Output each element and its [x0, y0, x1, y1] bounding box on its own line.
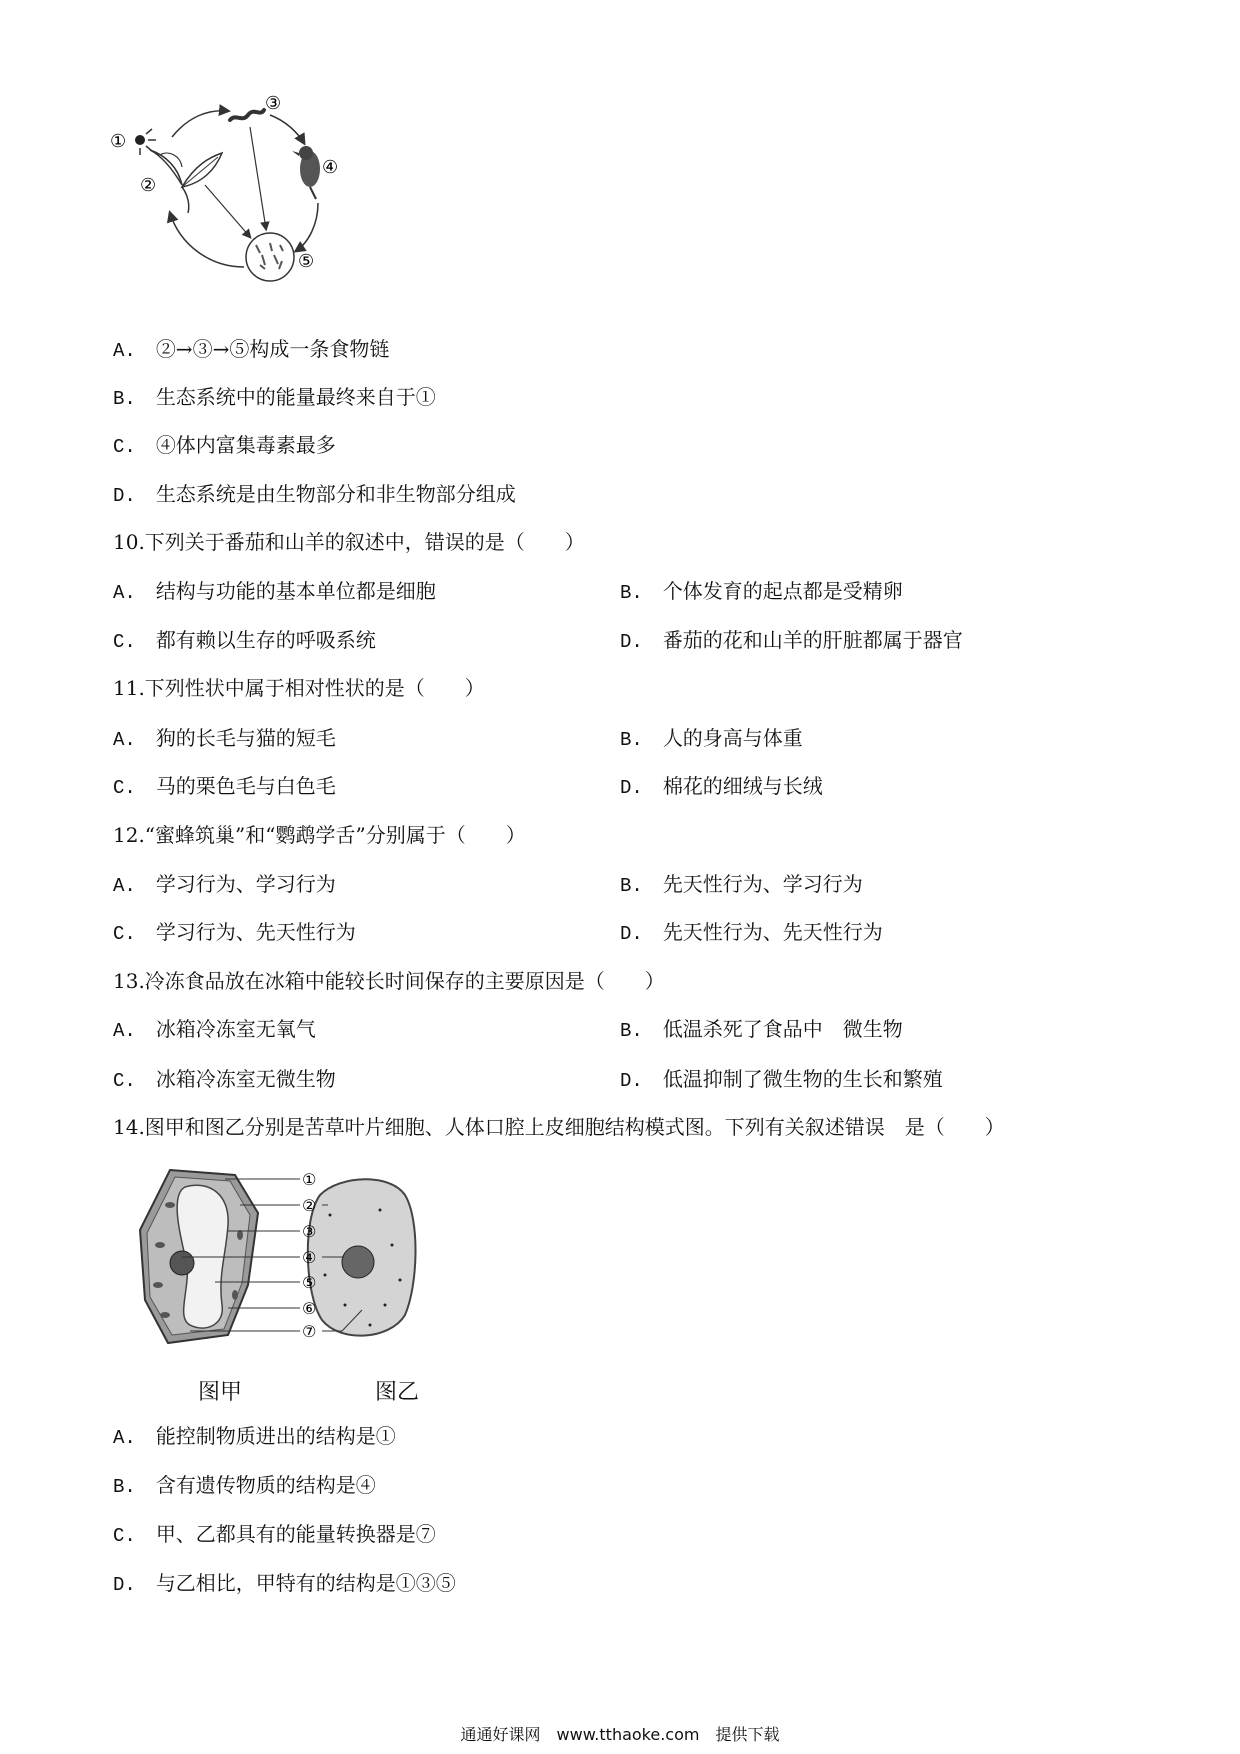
q14-option-b: B. 含有遗传物质的结构是④: [113, 1473, 376, 1498]
cell-label-1: ①: [302, 1170, 317, 1189]
q10-option-c: C. 都有赖以生存的呼吸系统: [113, 628, 376, 653]
q14-option-c: C. 甲、乙都具有的能量转换器是⑦: [113, 1522, 436, 1547]
cell-label-2: ②: [302, 1196, 317, 1215]
q14-stem: 14.图甲和图乙分别是苦草叶片细胞、人体口腔上皮细胞结构模式图。下列有关叙述错误 是（ ）: [113, 1115, 1005, 1139]
page-footer: 通通好课网 www.tthaoke.com 提供下载: [460, 1725, 780, 1744]
q12-stem: 12.“蜜蜂筑巢”和“鹦鹉学舌”分别属于（ ）: [113, 823, 526, 847]
figure-caption-b: 图乙: [375, 1380, 420, 1405]
food-web-label-3: ③: [265, 95, 282, 114]
arrow-bird-to-decomposer: [296, 203, 318, 251]
q11-option-d: D. 棉花的细绒与长绒: [620, 774, 823, 799]
cell-label-4: ④: [302, 1248, 317, 1267]
q11-option-b: B. 人的身高与体重: [620, 726, 803, 751]
plant-icon: [150, 150, 222, 213]
q9-option-a: A. ②→③→⑤构成一条食物链: [113, 337, 390, 362]
arrow-plant-to-worm: [172, 111, 228, 137]
worm-icon: [230, 110, 264, 120]
q13-option-d: D. 低温抑制了微生物的生长和繁殖: [620, 1067, 943, 1092]
q11-option-a: A. 狗的长毛与猫的短毛: [113, 726, 336, 751]
cell-label-7: ⑦: [302, 1322, 317, 1341]
q13-stem: 13.冷冻食品放在冰箱中能较长时间保存的主要原因是（ ）: [113, 969, 665, 993]
food-web-label-4: ④: [322, 157, 339, 178]
q13-option-b: B. 低温杀死了食品中 微生物: [620, 1017, 903, 1042]
q11-option-c: C. 马的栗色毛与白色毛: [113, 774, 336, 799]
decomposer-icon: [246, 233, 294, 281]
q14-option-d: D. 与乙相比，甲特有的结构是①③⑤: [113, 1571, 456, 1596]
arrow-worm-to-decomposer: [250, 127, 266, 229]
food-web-label-2: ②: [140, 175, 157, 196]
q10-option-a: A. 结构与功能的基本单位都是细胞: [113, 579, 436, 604]
q10-stem: 10.下列关于番茄和山羊的叙述中，错误的是（ ）: [113, 530, 585, 554]
q9-option-b: B. 生态系统中的能量最终来自于①: [113, 385, 436, 410]
q10-option-d: D. 番茄的花和山羊的肝脏都属于器官: [620, 628, 963, 653]
arrow-worm-to-bird: [270, 115, 304, 143]
food-web-diagram: [110, 95, 370, 310]
arrow-plant-to-decomposer: [205, 185, 250, 237]
q12-option-c: C. 学习行为、先天性行为: [113, 920, 356, 945]
q9-option-c: C. ④体内富集毒素最多: [113, 433, 336, 458]
food-web-label-1: ①: [110, 131, 127, 152]
cell-structure-diagram: [130, 1165, 470, 1350]
cell-label-5: ⑤: [302, 1273, 317, 1292]
q9-option-d: D. 生态系统是由生物部分和非生物部分组成: [113, 482, 516, 507]
q14-option-a: A. 能控制物质进出的结构是①: [113, 1424, 396, 1449]
arrow-decomposer-to-plant: [170, 213, 244, 267]
q13-option-a: A. 冰箱冷冻室无氧气: [113, 1017, 316, 1042]
bird-icon: [292, 146, 320, 199]
cell-label-6: ⑥: [302, 1299, 317, 1318]
q13-option-c: C. 冰箱冷冻室无微生物: [113, 1067, 336, 1092]
q12-option-b: B. 先天性行为、学习行为: [620, 872, 863, 897]
cell-label-3: ③: [302, 1222, 317, 1241]
q12-option-d: D. 先天性行为、先天性行为: [620, 920, 883, 945]
q11-stem: 11.下列性状中属于相对性状的是（ ）: [113, 676, 485, 700]
food-web-label-5: ⑤: [298, 251, 315, 272]
q10-option-b: B. 个体发育的起点都是受精卵: [620, 579, 903, 604]
figure-caption-a: 图甲: [198, 1380, 243, 1405]
q12-option-a: A. 学习行为、学习行为: [113, 872, 336, 897]
